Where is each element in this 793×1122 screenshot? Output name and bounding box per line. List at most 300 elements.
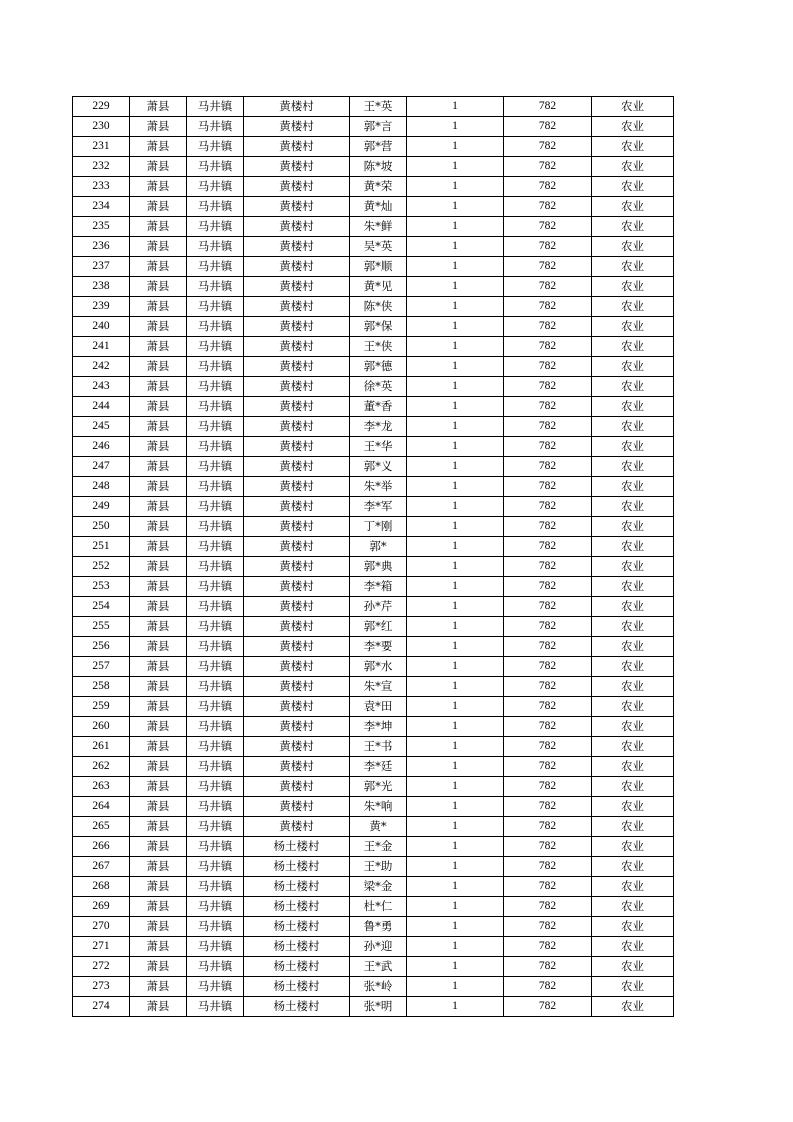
village-cell: 黄楼村 (244, 237, 350, 257)
county-cell: 萧县 (130, 617, 187, 637)
count-cell: 1 (407, 997, 504, 1017)
county-cell: 萧县 (130, 917, 187, 937)
type-cell: 农业 (592, 717, 674, 737)
village-cell: 黄楼村 (244, 277, 350, 297)
amount-cell: 782 (504, 137, 592, 157)
count-cell: 1 (407, 337, 504, 357)
village-cell: 黄楼村 (244, 297, 350, 317)
name-cell: 郭*言 (350, 117, 407, 137)
county-cell: 萧县 (130, 717, 187, 737)
type-cell: 农业 (592, 297, 674, 317)
count-cell: 1 (407, 477, 504, 497)
village-cell: 黄楼村 (244, 177, 350, 197)
amount-cell: 782 (504, 277, 592, 297)
type-cell: 农业 (592, 597, 674, 617)
type-cell: 农业 (592, 257, 674, 277)
name-cell: 李*箱 (350, 577, 407, 597)
row-number: 231 (73, 137, 130, 157)
county-cell: 萧县 (130, 797, 187, 817)
table-row (73, 117, 674, 137)
type-cell: 农业 (592, 817, 674, 837)
type-cell: 农业 (592, 97, 674, 117)
town-cell: 马井镇 (187, 637, 244, 657)
name-cell: 梁*金 (350, 877, 407, 897)
name-cell: 郭*典 (350, 557, 407, 577)
village-cell: 黄楼村 (244, 777, 350, 797)
village-cell: 黄楼村 (244, 337, 350, 357)
row-number: 273 (73, 977, 130, 997)
table-row (73, 997, 674, 1017)
table-row (73, 177, 674, 197)
type-cell: 农业 (592, 557, 674, 577)
county-cell: 萧县 (130, 597, 187, 617)
type-cell: 农业 (592, 877, 674, 897)
town-cell: 马井镇 (187, 617, 244, 637)
amount-cell: 782 (504, 97, 592, 117)
row-number: 265 (73, 817, 130, 837)
county-cell: 萧县 (130, 257, 187, 277)
village-cell: 黄楼村 (244, 817, 350, 837)
row-number: 252 (73, 557, 130, 577)
table-row (73, 437, 674, 457)
town-cell: 马井镇 (187, 317, 244, 337)
amount-cell: 782 (504, 457, 592, 477)
type-cell: 农业 (592, 437, 674, 457)
table-row (73, 937, 674, 957)
amount-cell: 782 (504, 257, 592, 277)
count-cell: 1 (407, 137, 504, 157)
name-cell: 朱*鲜 (350, 217, 407, 237)
county-cell: 萧县 (130, 697, 187, 717)
table-row (73, 777, 674, 797)
county-cell: 萧县 (130, 857, 187, 877)
village-cell: 黄楼村 (244, 437, 350, 457)
county-cell: 萧县 (130, 997, 187, 1017)
count-cell: 1 (407, 417, 504, 437)
town-cell: 马井镇 (187, 997, 244, 1017)
name-cell: 郭*水 (350, 657, 407, 677)
name-cell: 孙*芹 (350, 597, 407, 617)
amount-cell: 782 (504, 177, 592, 197)
row-number: 240 (73, 317, 130, 337)
count-cell: 1 (407, 397, 504, 417)
county-cell: 萧县 (130, 197, 187, 217)
town-cell: 马井镇 (187, 757, 244, 777)
amount-cell: 782 (504, 497, 592, 517)
name-cell: 陈*坡 (350, 157, 407, 177)
name-cell: 王*华 (350, 437, 407, 457)
name-cell: 杜*仁 (350, 897, 407, 917)
row-number: 259 (73, 697, 130, 717)
amount-cell: 782 (504, 577, 592, 597)
type-cell: 农业 (592, 897, 674, 917)
table-row (73, 477, 674, 497)
type-cell: 农业 (592, 617, 674, 637)
village-cell: 黄楼村 (244, 157, 350, 177)
row-number: 245 (73, 417, 130, 437)
count-cell: 1 (407, 977, 504, 997)
county-cell: 萧县 (130, 837, 187, 857)
count-cell: 1 (407, 157, 504, 177)
type-cell: 农业 (592, 117, 674, 137)
amount-cell: 782 (504, 537, 592, 557)
row-number: 253 (73, 577, 130, 597)
name-cell: 王*书 (350, 737, 407, 757)
amount-cell: 782 (504, 317, 592, 337)
row-number: 260 (73, 717, 130, 737)
amount-cell: 782 (504, 917, 592, 937)
amount-cell: 782 (504, 697, 592, 717)
row-number: 257 (73, 657, 130, 677)
village-cell: 黄楼村 (244, 257, 350, 277)
village-cell: 杨土楼村 (244, 997, 350, 1017)
town-cell: 马井镇 (187, 297, 244, 317)
name-cell: 郭*德 (350, 357, 407, 377)
village-cell: 黄楼村 (244, 537, 350, 557)
name-cell: 王*金 (350, 837, 407, 857)
table-row (73, 717, 674, 737)
table-row (73, 337, 674, 357)
count-cell: 1 (407, 557, 504, 577)
county-cell: 萧县 (130, 477, 187, 497)
county-cell: 萧县 (130, 517, 187, 537)
county-cell: 萧县 (130, 737, 187, 757)
table-row (73, 637, 674, 657)
row-number: 236 (73, 237, 130, 257)
town-cell: 马井镇 (187, 357, 244, 377)
table-row (73, 257, 674, 277)
village-cell: 杨土楼村 (244, 937, 350, 957)
count-cell: 1 (407, 837, 504, 857)
county-cell: 萧县 (130, 97, 187, 117)
count-cell: 1 (407, 177, 504, 197)
county-cell: 萧县 (130, 217, 187, 237)
row-number: 247 (73, 457, 130, 477)
amount-cell: 782 (504, 477, 592, 497)
village-cell: 黄楼村 (244, 497, 350, 517)
row-number: 272 (73, 957, 130, 977)
village-cell: 黄楼村 (244, 217, 350, 237)
village-cell: 黄楼村 (244, 417, 350, 437)
name-cell: 孙*迎 (350, 937, 407, 957)
town-cell: 马井镇 (187, 337, 244, 357)
count-cell: 1 (407, 97, 504, 117)
name-cell: 朱*举 (350, 477, 407, 497)
row-number: 238 (73, 277, 130, 297)
village-cell: 黄楼村 (244, 737, 350, 757)
count-cell: 1 (407, 357, 504, 377)
table-row (73, 757, 674, 777)
amount-cell: 782 (504, 997, 592, 1017)
village-cell: 黄楼村 (244, 457, 350, 477)
county-cell: 萧县 (130, 757, 187, 777)
county-cell: 萧县 (130, 957, 187, 977)
count-cell: 1 (407, 437, 504, 457)
type-cell: 农业 (592, 517, 674, 537)
town-cell: 马井镇 (187, 377, 244, 397)
count-cell: 1 (407, 277, 504, 297)
name-cell: 鲁*勇 (350, 917, 407, 937)
count-cell: 1 (407, 497, 504, 517)
village-cell: 黄楼村 (244, 557, 350, 577)
count-cell: 1 (407, 537, 504, 557)
village-cell: 杨土楼村 (244, 897, 350, 917)
type-cell: 农业 (592, 277, 674, 297)
name-cell: 李*要 (350, 637, 407, 657)
type-cell: 农业 (592, 677, 674, 697)
count-cell: 1 (407, 737, 504, 757)
count-cell: 1 (407, 637, 504, 657)
county-cell: 萧县 (130, 277, 187, 297)
name-cell: 李*龙 (350, 417, 407, 437)
name-cell: 郭* (350, 537, 407, 557)
count-cell: 1 (407, 317, 504, 337)
count-cell: 1 (407, 237, 504, 257)
village-cell: 黄楼村 (244, 197, 350, 217)
town-cell: 马井镇 (187, 837, 244, 857)
town-cell: 马井镇 (187, 177, 244, 197)
document-page (72, 96, 673, 1017)
table-row (73, 657, 674, 677)
name-cell: 陈*侠 (350, 297, 407, 317)
row-number: 235 (73, 217, 130, 237)
town-cell: 马井镇 (187, 677, 244, 697)
type-cell: 农业 (592, 197, 674, 217)
row-number: 243 (73, 377, 130, 397)
county-cell: 萧县 (130, 657, 187, 677)
row-number: 248 (73, 477, 130, 497)
town-cell: 马井镇 (187, 497, 244, 517)
town-cell: 马井镇 (187, 417, 244, 437)
table-row (73, 237, 674, 257)
county-cell: 萧县 (130, 577, 187, 597)
row-number: 266 (73, 837, 130, 857)
table-row (73, 97, 674, 117)
village-cell: 黄楼村 (244, 97, 350, 117)
village-cell: 黄楼村 (244, 137, 350, 157)
table-row (73, 737, 674, 757)
name-cell: 吴*英 (350, 237, 407, 257)
name-cell: 黄*灿 (350, 197, 407, 217)
county-cell: 萧县 (130, 497, 187, 517)
village-cell: 杨土楼村 (244, 957, 350, 977)
county-cell: 萧县 (130, 977, 187, 997)
amount-cell: 782 (504, 357, 592, 377)
row-number: 269 (73, 897, 130, 917)
table-row (73, 357, 674, 377)
type-cell: 农业 (592, 797, 674, 817)
type-cell: 农业 (592, 757, 674, 777)
town-cell: 马井镇 (187, 937, 244, 957)
town-cell: 马井镇 (187, 397, 244, 417)
row-number: 263 (73, 777, 130, 797)
amount-cell: 782 (504, 417, 592, 437)
table-row (73, 417, 674, 437)
amount-cell: 782 (504, 837, 592, 857)
table-row (73, 877, 674, 897)
amount-cell: 782 (504, 677, 592, 697)
town-cell: 马井镇 (187, 897, 244, 917)
town-cell: 马井镇 (187, 817, 244, 837)
town-cell: 马井镇 (187, 597, 244, 617)
town-cell: 马井镇 (187, 237, 244, 257)
village-cell: 黄楼村 (244, 677, 350, 697)
amount-cell: 782 (504, 757, 592, 777)
village-cell: 杨土楼村 (244, 977, 350, 997)
table-row (73, 677, 674, 697)
county-cell: 萧县 (130, 157, 187, 177)
county-cell: 萧县 (130, 437, 187, 457)
type-cell: 农业 (592, 337, 674, 357)
amount-cell: 782 (504, 397, 592, 417)
name-cell: 郭*光 (350, 777, 407, 797)
town-cell: 马井镇 (187, 917, 244, 937)
county-cell: 萧县 (130, 937, 187, 957)
name-cell: 李*廷 (350, 757, 407, 777)
name-cell: 张*明 (350, 997, 407, 1017)
row-number: 270 (73, 917, 130, 937)
name-cell: 李*坤 (350, 717, 407, 737)
county-cell: 萧县 (130, 177, 187, 197)
table-row (73, 897, 674, 917)
type-cell: 农业 (592, 477, 674, 497)
name-cell: 郭*红 (350, 617, 407, 637)
amount-cell: 782 (504, 877, 592, 897)
count-cell: 1 (407, 297, 504, 317)
county-cell: 萧县 (130, 237, 187, 257)
count-cell: 1 (407, 597, 504, 617)
table-row (73, 697, 674, 717)
name-cell: 黄* (350, 817, 407, 837)
town-cell: 马井镇 (187, 777, 244, 797)
name-cell: 徐*英 (350, 377, 407, 397)
count-cell: 1 (407, 957, 504, 977)
town-cell: 马井镇 (187, 197, 244, 217)
table-row (73, 537, 674, 557)
amount-cell: 782 (504, 437, 592, 457)
count-cell: 1 (407, 617, 504, 637)
type-cell: 农业 (592, 537, 674, 557)
type-cell: 农业 (592, 157, 674, 177)
row-number: 267 (73, 857, 130, 877)
name-cell: 王*英 (350, 97, 407, 117)
row-number: 237 (73, 257, 130, 277)
table-row (73, 217, 674, 237)
county-cell: 萧县 (130, 417, 187, 437)
amount-cell: 782 (504, 337, 592, 357)
table-row (73, 917, 674, 937)
town-cell: 马井镇 (187, 257, 244, 277)
type-cell: 农业 (592, 577, 674, 597)
town-cell: 马井镇 (187, 857, 244, 877)
count-cell: 1 (407, 917, 504, 937)
row-number: 239 (73, 297, 130, 317)
table-row (73, 317, 674, 337)
county-cell: 萧县 (130, 457, 187, 477)
row-number: 234 (73, 197, 130, 217)
name-cell: 郭*顺 (350, 257, 407, 277)
table-row (73, 857, 674, 877)
table-row (73, 797, 674, 817)
amount-cell: 782 (504, 597, 592, 617)
type-cell: 农业 (592, 957, 674, 977)
row-number: 244 (73, 397, 130, 417)
town-cell: 马井镇 (187, 517, 244, 537)
type-cell: 农业 (592, 657, 674, 677)
name-cell: 黄*见 (350, 277, 407, 297)
amount-cell: 782 (504, 657, 592, 677)
village-cell: 黄楼村 (244, 357, 350, 377)
county-cell: 萧县 (130, 137, 187, 157)
amount-cell: 782 (504, 117, 592, 137)
town-cell: 马井镇 (187, 137, 244, 157)
type-cell: 农业 (592, 917, 674, 937)
count-cell: 1 (407, 717, 504, 737)
town-cell: 马井镇 (187, 977, 244, 997)
table-row (73, 497, 674, 517)
amount-cell: 782 (504, 897, 592, 917)
type-cell: 农业 (592, 317, 674, 337)
name-cell: 李*军 (350, 497, 407, 517)
row-number: 246 (73, 437, 130, 457)
village-cell: 黄楼村 (244, 757, 350, 777)
type-cell: 农业 (592, 237, 674, 257)
name-cell: 郭*义 (350, 457, 407, 477)
type-cell: 农业 (592, 177, 674, 197)
row-number: 251 (73, 537, 130, 557)
village-cell: 黄楼村 (244, 717, 350, 737)
row-number: 230 (73, 117, 130, 137)
village-cell: 黄楼村 (244, 597, 350, 617)
type-cell: 农业 (592, 697, 674, 717)
amount-cell: 782 (504, 637, 592, 657)
type-cell: 农业 (592, 397, 674, 417)
name-cell: 王*武 (350, 957, 407, 977)
amount-cell: 782 (504, 817, 592, 837)
amount-cell: 782 (504, 157, 592, 177)
name-cell: 黄*荣 (350, 177, 407, 197)
village-cell: 黄楼村 (244, 577, 350, 597)
town-cell: 马井镇 (187, 697, 244, 717)
count-cell: 1 (407, 517, 504, 537)
town-cell: 马井镇 (187, 657, 244, 677)
name-cell: 郭*营 (350, 137, 407, 157)
county-cell: 萧县 (130, 677, 187, 697)
town-cell: 马井镇 (187, 437, 244, 457)
name-cell: 丁*刚 (350, 517, 407, 537)
row-number: 242 (73, 357, 130, 377)
table-row (73, 577, 674, 597)
count-cell: 1 (407, 697, 504, 717)
table-row (73, 597, 674, 617)
row-number: 262 (73, 757, 130, 777)
village-cell: 黄楼村 (244, 477, 350, 497)
type-cell: 农业 (592, 497, 674, 517)
row-number: 268 (73, 877, 130, 897)
town-cell: 马井镇 (187, 97, 244, 117)
row-number: 229 (73, 97, 130, 117)
county-cell: 萧县 (130, 337, 187, 357)
count-cell: 1 (407, 757, 504, 777)
row-number: 264 (73, 797, 130, 817)
village-cell: 黄楼村 (244, 797, 350, 817)
county-cell: 萧县 (130, 117, 187, 137)
town-cell: 马井镇 (187, 877, 244, 897)
row-number: 261 (73, 737, 130, 757)
county-cell: 萧县 (130, 777, 187, 797)
town-cell: 马井镇 (187, 477, 244, 497)
count-cell: 1 (407, 677, 504, 697)
